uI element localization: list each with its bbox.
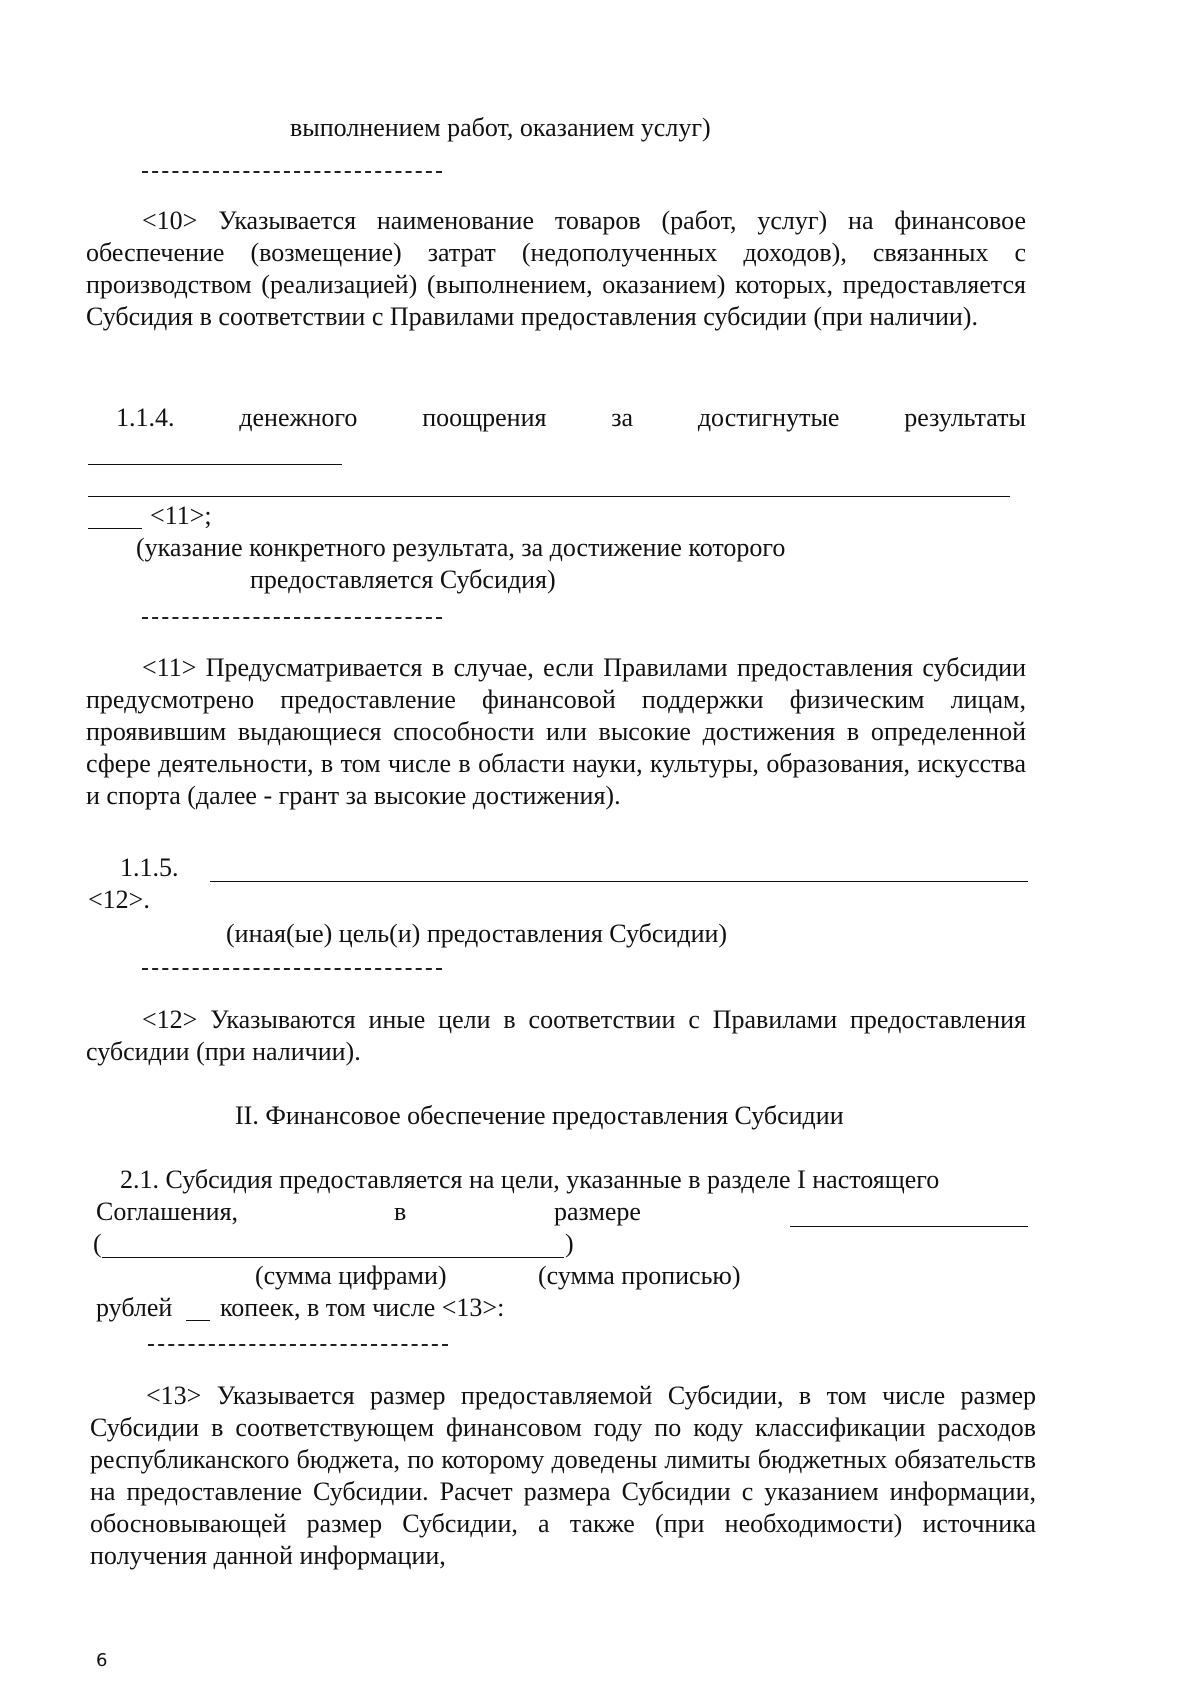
item-2-1-word: размере	[554, 1197, 641, 1226]
item-1-1-4-number: 1.1.4.	[116, 403, 175, 432]
item-1-1-4-caption-line1: (указание конкретного результата, за достижение которого	[136, 533, 786, 562]
item-2-1-kop: копеек, в том числе <13>:	[220, 1293, 505, 1322]
page-number: 6	[96, 1650, 108, 1671]
item-2-1-caption-digits: (сумма цифрами)	[255, 1261, 447, 1290]
item-2-1-word: в	[394, 1197, 407, 1226]
footnote-12-text: <12> Указываются иные цели в соответствии с Правилами предоставления субсидии (при наличии).	[86, 1005, 1026, 1066]
item-1-1-5-number: 1.1.5.	[120, 853, 179, 882]
footnote-separator	[142, 617, 442, 619]
blank-line	[186, 1320, 210, 1321]
item-1-1-4-word: денежного	[239, 403, 358, 432]
item-2-1-rub: рублей	[96, 1293, 173, 1322]
item-2-1-word: Соглашения,	[96, 1197, 239, 1226]
top-caption: выполнением работ, оказанием услуг)	[290, 113, 711, 142]
blank-line	[88, 464, 342, 465]
blank-line	[210, 881, 1028, 882]
footnote-11	[86, 652, 1026, 812]
footnote-10-text: <10> Указывается наименование товаров (работ, услуг) на финансовое обеспечение (возмещение) затрат (недополученных доходов), связанных с производством (реализацией) (выполнением, оказанием) которых, предоставляется Субсидия в соответствии с Правилами предоставления субсидии (при наличии).	[86, 206, 1026, 331]
blank-line	[88, 496, 1010, 497]
item-1-1-4-line	[116, 402, 1026, 434]
footnote-13-text: <13> Указывается размер предоставляемой Субсидии, в том числе размер Субсидии в соответствующем финансовом году по коду классификации расходов республиканского бюджета, по которому доведены лимиты бюджетных обязательств на предоставление Субсидии. Расчет размера Субсидии с указанием информации, обосновывающей размер Субсидии, а также (при необходимости) источника получения данной информации,	[90, 1381, 1036, 1570]
item-2-1-line1: 2.1. Субсидия предоставляется на цели, указанные в разделе I настоящего	[120, 1165, 940, 1194]
item-1-1-4-word: достигнутые	[697, 403, 840, 432]
item-2-1-caption-words: (сумма прописью)	[538, 1261, 741, 1290]
item-1-1-4-ref: <11>;	[150, 501, 212, 530]
footnote-separator	[148, 1344, 448, 1346]
footnote-13	[90, 1380, 1036, 1572]
section-title: II. Финансовое обеспечение предоставления Субсидии	[235, 1101, 844, 1130]
item-1-1-5-ref: <12>.	[88, 885, 150, 914]
item-2-1-paren-close: )	[565, 1229, 574, 1258]
item-1-1-5-caption: (иная(ые) цель(и) предоставления Субсидии)	[226, 919, 728, 948]
footnote-11-text: <11> Предусматривается в случае, если Правилами предоставления субсидии предусмотрено предоставление финансовой поддержки физическим лицам, проявившим выдающиеся способности или высокие достижения в определенной сфере деятельности, в том числе в области науки, культуры, образования, искусства и спорта (далее - грант за высокие достижения).	[86, 653, 1026, 810]
item-1-1-4-word: результаты	[904, 403, 1026, 432]
item-1-1-4-word: поощрения	[422, 403, 547, 432]
footnote-10	[86, 205, 1026, 333]
footnote-separator	[142, 171, 442, 173]
item-1-1-4-caption-line2: предоставляется Субсидия)	[250, 565, 556, 594]
item-1-1-4-word: за	[611, 403, 634, 432]
blank-line	[102, 1257, 564, 1258]
item-2-1-paren-open: (	[93, 1229, 102, 1258]
footnote-12	[86, 1004, 1026, 1068]
footnote-separator	[142, 968, 442, 970]
blank-line	[88, 528, 142, 529]
blank-line	[790, 1226, 1028, 1227]
